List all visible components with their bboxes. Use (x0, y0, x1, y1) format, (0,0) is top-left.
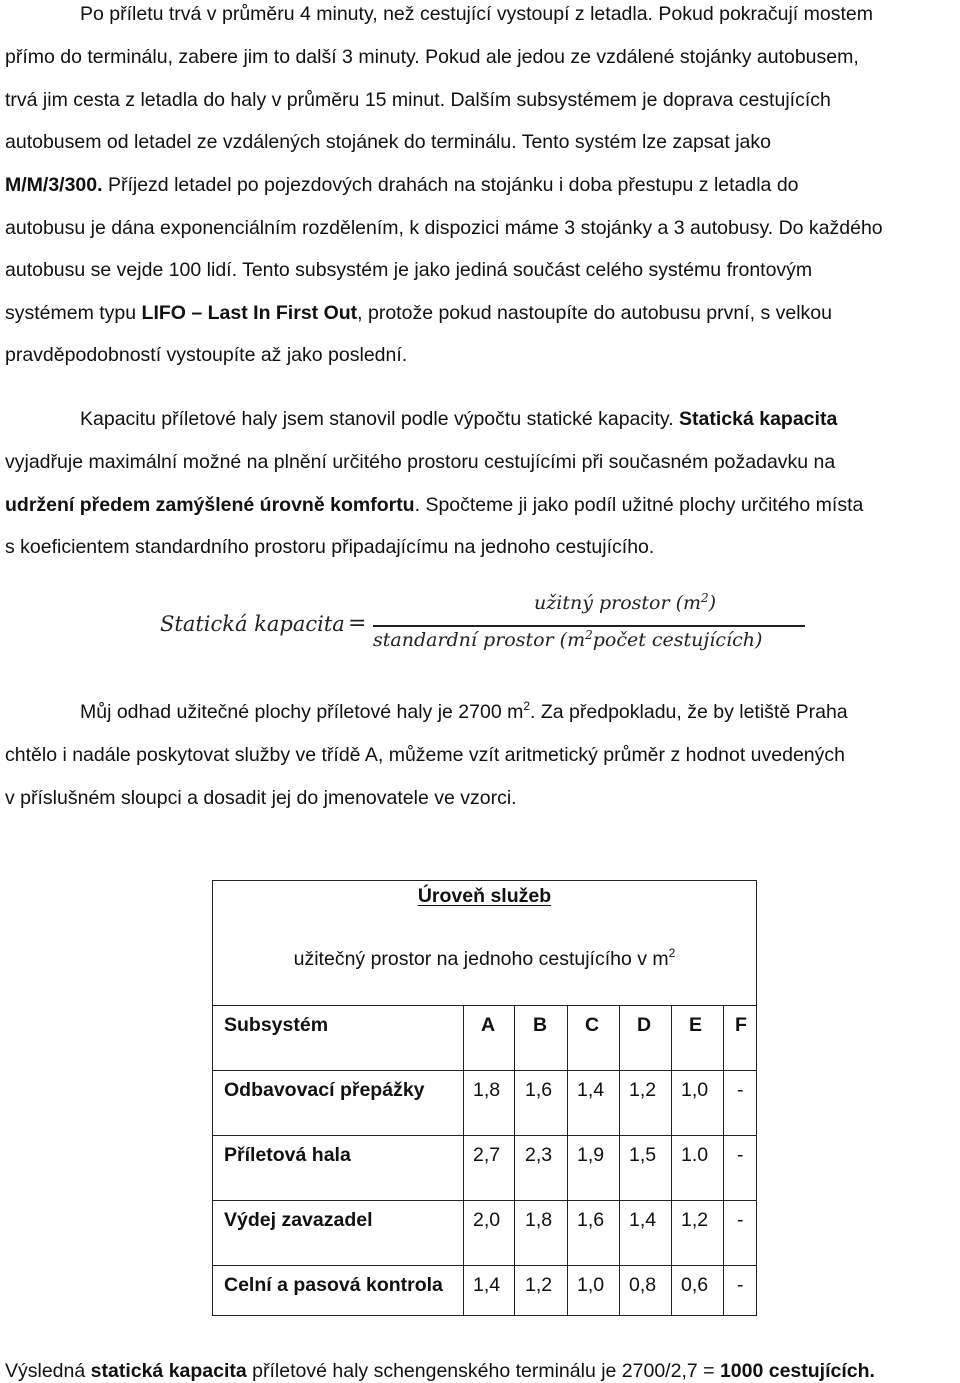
paragraph-line: trvá jim cesta z letadla do haly v průměru 15 minut. Dalším subsystémem je doprava cestujících (5, 89, 831, 111)
text-span: příletové haly schengenského terminálu je 2700/2,7 = (246, 1360, 720, 1382)
column-header-e: E (689, 1014, 703, 1036)
table-column-divider (671, 1006, 672, 1315)
exponent: 2 (668, 946, 676, 960)
table-cell: 1,6 (525, 1079, 553, 1101)
table-divider (213, 1200, 756, 1201)
row-label: Výdej zavazadel (224, 1209, 373, 1231)
conclusion-line (5, 1359, 875, 1383)
paragraph-line: vyjadřuje maximální možné na plnění určitého prostoru cestujícími při současném požadavku na (5, 451, 836, 473)
lifo-term: LIFO – Last In First Out (141, 302, 358, 324)
table-cell: 1,2 (681, 1209, 709, 1231)
result-value: 1000 cestujících. (719, 1360, 875, 1382)
paragraph-line: přímo do terminálu, zabere jim to další 3 minuty. Pokud ale jedou ze vzdálené stojánky autobusem, (5, 46, 859, 68)
table-cell: 1,0 (577, 1274, 605, 1296)
table-cell: - (737, 1209, 744, 1231)
paragraph-line (80, 700, 848, 724)
static-capacity-term: Statická kapacita (679, 408, 838, 430)
static-capacity-formula (160, 592, 810, 656)
column-header-c: C (585, 1014, 600, 1036)
table-cell: 1,2 (629, 1079, 657, 1101)
table-divider (213, 1070, 756, 1071)
table-cell: 0,8 (629, 1274, 657, 1296)
text-span: užitný prostor (m (534, 592, 702, 614)
table-cell: 2,0 (473, 1209, 501, 1231)
paragraph-line: v příslušném sloupci a dosadit jej do jmenovatele ve vzorci. (5, 787, 517, 809)
paragraph-line: Po příletu trvá v průměru 4 minuty, než cestující vystoupí z letadla. Pokud pokračují mostem (80, 3, 873, 25)
paragraph-line (80, 407, 837, 431)
formula-denominator (373, 629, 762, 651)
static-capacity-term: statická kapacita (90, 1360, 247, 1382)
table-column-divider (567, 1006, 568, 1315)
paragraph-line: chtělo i nadále poskytovat služby ve třídě A, můžeme vzít aritmetický průměr z hodnot uvedených (5, 744, 845, 766)
column-header-d: D (637, 1014, 652, 1036)
table-cell: 1,2 (525, 1274, 553, 1296)
table-cell: 2,7 (473, 1144, 501, 1166)
table-cell: - (737, 1144, 744, 1166)
table-cell: 1,4 (473, 1274, 501, 1296)
paragraph-line: s koeficientem standardního prostoru připadajícímu na jednoho cestujícího. (5, 536, 655, 558)
paragraph-line: pravděpodobností vystoupíte až jako poslední. (5, 344, 408, 366)
table-column-divider (463, 1006, 464, 1315)
comfort-term: udržení předem zamýšlené úrovně komfortu (5, 494, 415, 516)
text-span: počet cestujících) (592, 629, 763, 651)
paragraph-line (5, 493, 863, 517)
text-span: standardní prostor (m (373, 629, 586, 651)
fraction-bar (373, 625, 805, 627)
table-subtitle (213, 948, 756, 971)
exponent: 2 (701, 591, 709, 605)
table-cell: 1,4 (577, 1079, 605, 1101)
table-cell: 1,4 (629, 1209, 657, 1231)
table-divider (213, 1005, 756, 1006)
text-span: Můj odhad užitečné plochy příletové haly je 2700 m (80, 701, 524, 723)
column-header-b: B (533, 1014, 548, 1036)
table-cell: 1,5 (629, 1144, 657, 1166)
table-cell: 1,0 (681, 1079, 709, 1101)
text-span: , protože pokud nastoupíte do autobusu první, s velkou (357, 302, 832, 324)
column-header-f: F (735, 1014, 747, 1036)
table-cell: - (737, 1274, 744, 1296)
row-label: Celní a pasová kontrola (224, 1274, 443, 1296)
exponent: 2 (585, 628, 593, 642)
table-column-divider (514, 1006, 515, 1315)
exponent: 2 (523, 699, 531, 713)
paragraph-line (5, 301, 832, 325)
text-span: užitečný prostor na jednoho cestujícího v m (293, 948, 669, 970)
column-header-a: A (481, 1014, 496, 1036)
table-cell: 1,8 (525, 1209, 553, 1231)
table-cell: 2,3 (525, 1144, 553, 1166)
text-span: Výsledná (5, 1360, 91, 1382)
formula-numerator (534, 592, 716, 614)
text-span: . Spočteme ji jako podíl užitné plochy určitého místa (414, 494, 864, 516)
table-cell: 0,6 (681, 1274, 709, 1296)
text-span: Příjezd letadel po pojezdových drahách na stojánku i doba přestupu z letadla do (102, 174, 799, 196)
paragraph-line: autobusem od letadel ze vzdálených stojánek do terminálu. Tento systém lze zapsat jako (5, 131, 771, 153)
table-cell: 1.0 (681, 1144, 709, 1166)
table-cell: - (737, 1079, 744, 1101)
table-divider (213, 1265, 756, 1266)
row-label: Odbavovací přepážky (224, 1079, 425, 1101)
row-label: Příletová hala (224, 1144, 351, 1166)
formula-equals: = (348, 611, 367, 636)
formula-lhs: Statická kapacita (160, 612, 345, 636)
table-divider (213, 1135, 756, 1136)
paragraph-line: autobusu se vejde 100 lidí. Tento subsystém je jako jediná součást celého systému frontovým (5, 259, 813, 281)
text-span: systémem typu (5, 302, 142, 324)
text-span: ) (708, 592, 717, 614)
text-span: . Za předpokladu, že by letiště Praha (530, 701, 848, 723)
table-cell: 1,8 (473, 1079, 501, 1101)
paragraph-line (5, 173, 799, 197)
queue-notation: M/M/3/300. (5, 174, 103, 196)
column-header-subsystem: Subsystém (224, 1014, 329, 1036)
service-level-table (212, 880, 757, 1316)
table-column-divider (619, 1006, 620, 1315)
table-column-divider (723, 1006, 724, 1315)
paragraph-line: autobusu je dána exponenciálním rozdělením, k dispozici máme 3 stojánky a 3 autobusy. Do každého (5, 217, 883, 239)
table-title: Úroveň služeb (417, 885, 552, 907)
text-span: Kapacitu příletové haly jsem stanovil podle výpočtu statické kapacity. (80, 408, 680, 430)
table-cell: 1,9 (577, 1144, 605, 1166)
table-cell: 1,6 (577, 1209, 605, 1231)
